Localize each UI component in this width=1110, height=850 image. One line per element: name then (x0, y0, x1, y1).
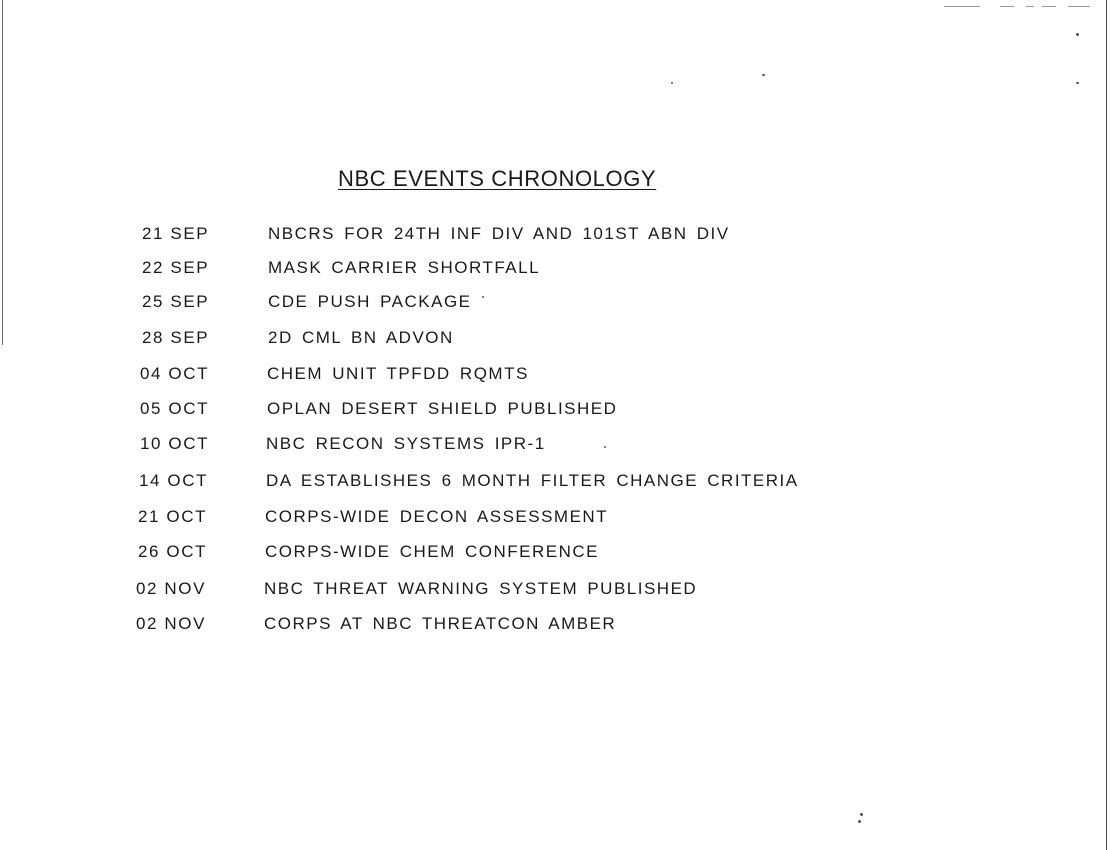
entry-date: 28 SEP (142, 328, 210, 347)
entry-event: NBCRS FOR 24TH INF DIV AND 101ST ABN DIV (268, 224, 730, 243)
scan-speck (671, 82, 673, 84)
chronology-entry (0, 507, 1100, 531)
chronology-entry (0, 258, 1100, 282)
entry-event: CORPS-WIDE CHEM CONFERENCE (265, 542, 600, 561)
entry-date: 21 SEP (142, 224, 210, 243)
scan-speck (762, 74, 765, 76)
entry-date: 10 OCT (140, 434, 210, 453)
entry-date: 21 OCT (138, 507, 208, 526)
scan-mark (1042, 6, 1056, 7)
entry-date: 02 NOV (136, 579, 207, 598)
entry-event: CORPS AT NBC THREATCON AMBER (264, 614, 617, 633)
entry-date: 14 OCT (139, 471, 209, 490)
chronology-entry (0, 579, 1100, 603)
entry-event: NBC THREAT WARNING SYSTEM PUBLISHED (264, 579, 698, 598)
chronology-entry (0, 399, 1100, 423)
right-edge-line (1106, 0, 1107, 850)
chronology-entry (0, 542, 1100, 566)
chronology-entry (0, 614, 1100, 638)
entry-date: 22 SEP (142, 258, 210, 277)
chronology-entry (0, 434, 1100, 458)
entry-event: DA ESTABLISHES 6 MONTH FILTER CHANGE CRITERIA (266, 471, 799, 490)
chronology-entry (0, 292, 1100, 316)
scan-speck (1076, 33, 1079, 36)
entry-event: OPLAN DESERT SHIELD PUBLISHED (267, 399, 618, 418)
entry-event: 2D CML BN ADVON (268, 328, 454, 347)
scan-speck (860, 813, 863, 816)
entry-event: MASK CARRIER SHORTFALL (268, 258, 541, 277)
scan-speck (858, 820, 861, 823)
document-title: NBC EVENTS CHRONOLOGY (338, 166, 657, 191)
chronology-entry (0, 364, 1100, 388)
entry-date: 04 OCT (140, 364, 210, 383)
entry-date: 26 OCT (138, 542, 208, 561)
scan-mark (944, 6, 980, 7)
scan-mark (1000, 6, 1014, 7)
entry-event: CDE PUSH PACKAGE (268, 292, 472, 311)
scan-mark (1026, 6, 1034, 7)
entry-event: CHEM UNIT TPFDD RQMTS (267, 364, 529, 383)
entry-date: 25 SEP (142, 292, 210, 311)
chronology-entry (0, 328, 1100, 352)
entry-date: 05 OCT (140, 399, 210, 418)
scan-mark (1068, 6, 1090, 7)
chronology-entry (0, 224, 1100, 248)
entry-event: NBC RECON SYSTEMS IPR-1 (266, 434, 546, 453)
scan-speck (1076, 82, 1079, 84)
entry-date: 02 NOV (136, 614, 207, 633)
entry-event: CORPS-WIDE DECON ASSESSMENT (265, 507, 609, 526)
chronology-entry (0, 471, 1100, 495)
